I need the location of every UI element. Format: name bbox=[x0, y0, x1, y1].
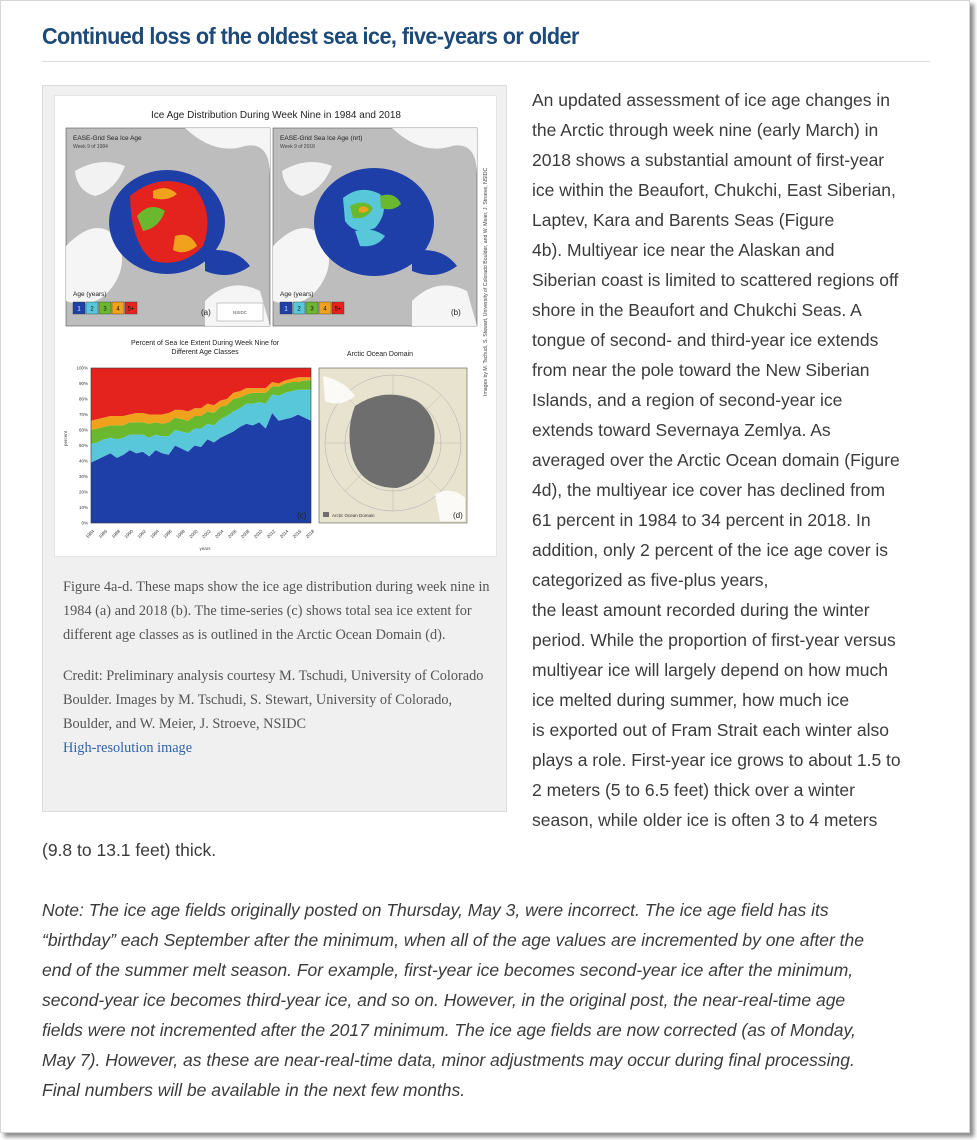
x-tick-label: 2014 bbox=[278, 528, 290, 540]
x-tick-label: 1994 bbox=[149, 528, 160, 540]
y-tick-label: 100% bbox=[76, 365, 88, 371]
body-text-line: 4b). Multiyear ice near the Alaskan and bbox=[532, 240, 835, 260]
x-tick-label: 1992 bbox=[136, 528, 148, 540]
y-tick-label: 60% bbox=[78, 427, 88, 433]
x-tick-label: 2006 bbox=[226, 528, 238, 540]
legend-label: 3 bbox=[103, 306, 107, 313]
chart-c bbox=[63, 340, 316, 551]
body-text-line: shore in the Beaufort and Chukchi Seas. A bbox=[532, 300, 862, 320]
chart-title-line1: Percent of Sea Ice Extent During Week Nine for bbox=[130, 340, 280, 347]
map-a-title: EASE-Grid Sea Ice Age bbox=[73, 135, 142, 142]
x-tick-label: 2018 bbox=[304, 528, 316, 540]
body-text-line: season, while older ice is often 3 to 4 meters bbox=[532, 810, 878, 830]
caption-credit-text: Credit: Preliminary analysis courtesy M. Tschudi, University of Colorado Boulder. Images by M. Tschudi, S. Stewart, University of Colorado, Boulder, and W. Meier, J. Stroeve, NSIDC bbox=[63, 668, 484, 732]
x-tick-label: 1984 bbox=[84, 528, 96, 540]
body-text-line: Laptev, Kara and Barents Seas (Figure bbox=[532, 210, 835, 230]
y-tick-label: 0% bbox=[81, 520, 88, 526]
body-text-line: Islands, and a region of second-year ice bbox=[532, 390, 843, 410]
body-text-line: multiyear ice will largely depend on how much bbox=[532, 660, 889, 680]
x-tick-label: 1988 bbox=[110, 528, 122, 540]
heading-divider bbox=[42, 61, 930, 62]
body-text-line: ice within the Beaufort, Chukchi, East Siberian, bbox=[532, 180, 896, 200]
figure-side-credit: Images by M. Tschudi, S. Stewart, University of Colorado Boulder, and W. Meier, J. Stroeve, NSIDC bbox=[483, 167, 489, 396]
chart-panel-label: (c) bbox=[297, 511, 307, 520]
body-text-line: is exported out of Fram Strait each winter also bbox=[532, 720, 889, 740]
figure-image[interactable] bbox=[54, 95, 497, 557]
x-tick-label: 2012 bbox=[265, 528, 277, 540]
note-text-line: fields were not incremented after the 2017 minimum. The ice age fields are now corrected (as of Monday, bbox=[42, 1020, 856, 1040]
legend-label: 5+ bbox=[127, 306, 135, 313]
map-a-panel-label: (a) bbox=[201, 308, 211, 317]
high-resolution-image-link[interactable]: High-resolution image bbox=[63, 740, 193, 756]
body-text-line: from near the pole toward the New Siberian bbox=[532, 360, 870, 380]
correction-note bbox=[42, 895, 942, 1105]
note-text-line: end of the summer melt season. For example, first-year ice becomes second-year ice after the minimum, bbox=[42, 960, 854, 980]
domain-map-d bbox=[319, 351, 467, 523]
article-body bbox=[532, 85, 937, 835]
y-tick-label: 30% bbox=[78, 474, 88, 479]
y-tick-label: 70% bbox=[78, 412, 88, 417]
x-tick-label: 2016 bbox=[291, 528, 303, 540]
y-tick-label: 10% bbox=[78, 505, 88, 510]
legend-label: 4 bbox=[323, 306, 327, 313]
note-text-line: Final numbers will be available in the next few months. bbox=[42, 1080, 466, 1100]
x-tick-label: 2008 bbox=[239, 528, 251, 540]
y-tick-label: 40% bbox=[78, 458, 88, 464]
map-b bbox=[273, 128, 477, 326]
x-tick-label: 1986 bbox=[97, 528, 109, 540]
x-tick-label: 2000 bbox=[188, 528, 199, 540]
figure-title: Ice Age Distribution During Week Nine in 1984 and 2018 bbox=[151, 110, 401, 121]
body-text-line: averaged over the Arctic Ocean domain (Figure bbox=[532, 450, 900, 470]
figure-box bbox=[42, 85, 507, 812]
article-heading: Continued loss of the oldest sea ice, five-years or older bbox=[42, 23, 579, 49]
body-text-line: An updated assessment of ice age changes in bbox=[532, 90, 891, 110]
chart-ylabel: percent bbox=[63, 430, 68, 446]
legend-label: 4 bbox=[116, 306, 120, 313]
x-tick-label: 1998 bbox=[175, 528, 186, 540]
chart-plot-area bbox=[76, 366, 315, 540]
body-text-line: 61 percent in 1984 to 34 percent in 2018. In bbox=[532, 510, 871, 530]
body-text-line: plays a role. First-year ice grows to about 1.5 to bbox=[532, 750, 901, 770]
x-tick-label: 2002 bbox=[201, 528, 212, 540]
figure-caption bbox=[63, 575, 493, 777]
body-text-line: the Arctic through week nine (early March) in bbox=[532, 120, 879, 140]
map-a-legend bbox=[73, 302, 137, 314]
caption-credit bbox=[63, 664, 493, 760]
legend-label: 2 bbox=[297, 306, 301, 313]
y-tick-label: 80% bbox=[78, 396, 88, 402]
note-text-line: May 7). However, as these are near-real-time data, minor adjustments may occur during final processing. bbox=[42, 1050, 855, 1070]
body-text-line: Siberian coast is limited to scattered regions off bbox=[532, 270, 899, 290]
x-tick-label: 2010 bbox=[252, 528, 264, 540]
map-a-legend-title: Age (years) bbox=[73, 291, 107, 298]
legend-label: 2 bbox=[90, 306, 94, 313]
map-b-subtitle: Week 9 of 2018 bbox=[280, 144, 315, 150]
body-text-line: 4d), the multiyear ice cover has declined from bbox=[532, 480, 886, 500]
domain-panel-label: (d) bbox=[453, 511, 463, 520]
caption-text: Figure 4a-d. These maps show the ice age distribution during week nine in 1984 (a) and 2018 (b). The time-series (c) shows total sea ice extent for different age classes as is outlined in the Arctic Ocean Domain (d). bbox=[63, 579, 490, 643]
body-text-line: tongue of second- and third-year ice extends bbox=[532, 330, 879, 350]
x-tick-label: 1990 bbox=[123, 528, 135, 540]
body-text-line: addition, only 2 percent of the ice age cover is bbox=[532, 540, 889, 560]
chart-xlabel: years bbox=[199, 546, 211, 551]
body-text-line: 2018 shows a substantial amount of first-year bbox=[532, 150, 885, 170]
y-tick-label: 50% bbox=[78, 443, 88, 448]
legend-label: 3 bbox=[310, 306, 314, 313]
note-text-line: Note: The ice age fields originally posted on Thursday, May 3, were incorrect. The ice age field has its bbox=[42, 900, 829, 920]
body-text-line: extends toward Severnaya Zemlya. As bbox=[532, 420, 831, 440]
y-tick-label: 20% bbox=[78, 489, 88, 495]
map-a bbox=[66, 128, 270, 326]
x-tick-label: 1996 bbox=[162, 528, 173, 540]
map-a-source-box: NSIDC bbox=[232, 310, 248, 315]
legend-label: 1 bbox=[284, 306, 288, 313]
body-text-line: categorized as five-plus years, bbox=[532, 570, 769, 590]
map-b-legend bbox=[280, 302, 344, 314]
map-b-title: EASE-Grid Sea Ice Age (nrt) bbox=[280, 135, 363, 142]
legend-label: 5+ bbox=[334, 306, 342, 313]
article-body-tail: (9.8 to 13.1 feet) thick. bbox=[42, 840, 217, 860]
legend-label: 1 bbox=[77, 306, 81, 313]
chart-title-line2: Different Age Classes bbox=[171, 349, 239, 356]
note-text-line: second-year ice becomes third-year ice, and so on. However, in the original post, the near-real-time age bbox=[42, 990, 846, 1010]
body-text-line: period. While the proportion of first-year versus bbox=[532, 630, 896, 650]
map-b-panel-label: (b) bbox=[451, 308, 461, 317]
figure-graphic bbox=[55, 96, 497, 557]
y-tick-label: 90% bbox=[78, 381, 88, 386]
body-text-line: 2 meters (5 to 6.5 feet) thick over a winter bbox=[532, 780, 855, 800]
domain-title: Arctic Ocean Domain bbox=[346, 351, 414, 358]
x-tick-label: 2004 bbox=[214, 528, 225, 540]
body-text-line: ice melted during summer, how much ice bbox=[532, 690, 850, 710]
map-b-legend-title: Age (years) bbox=[280, 291, 314, 298]
map-a-subtitle: Week 9 of 1984 bbox=[73, 144, 108, 150]
domain-legend: Arctic Ocean Domain bbox=[332, 513, 375, 518]
body-text-line: the least amount recorded during the winter bbox=[532, 600, 870, 620]
note-text-line: “birthday” each September after the minimum, when all of the age values are incremented by one after the bbox=[42, 930, 864, 950]
